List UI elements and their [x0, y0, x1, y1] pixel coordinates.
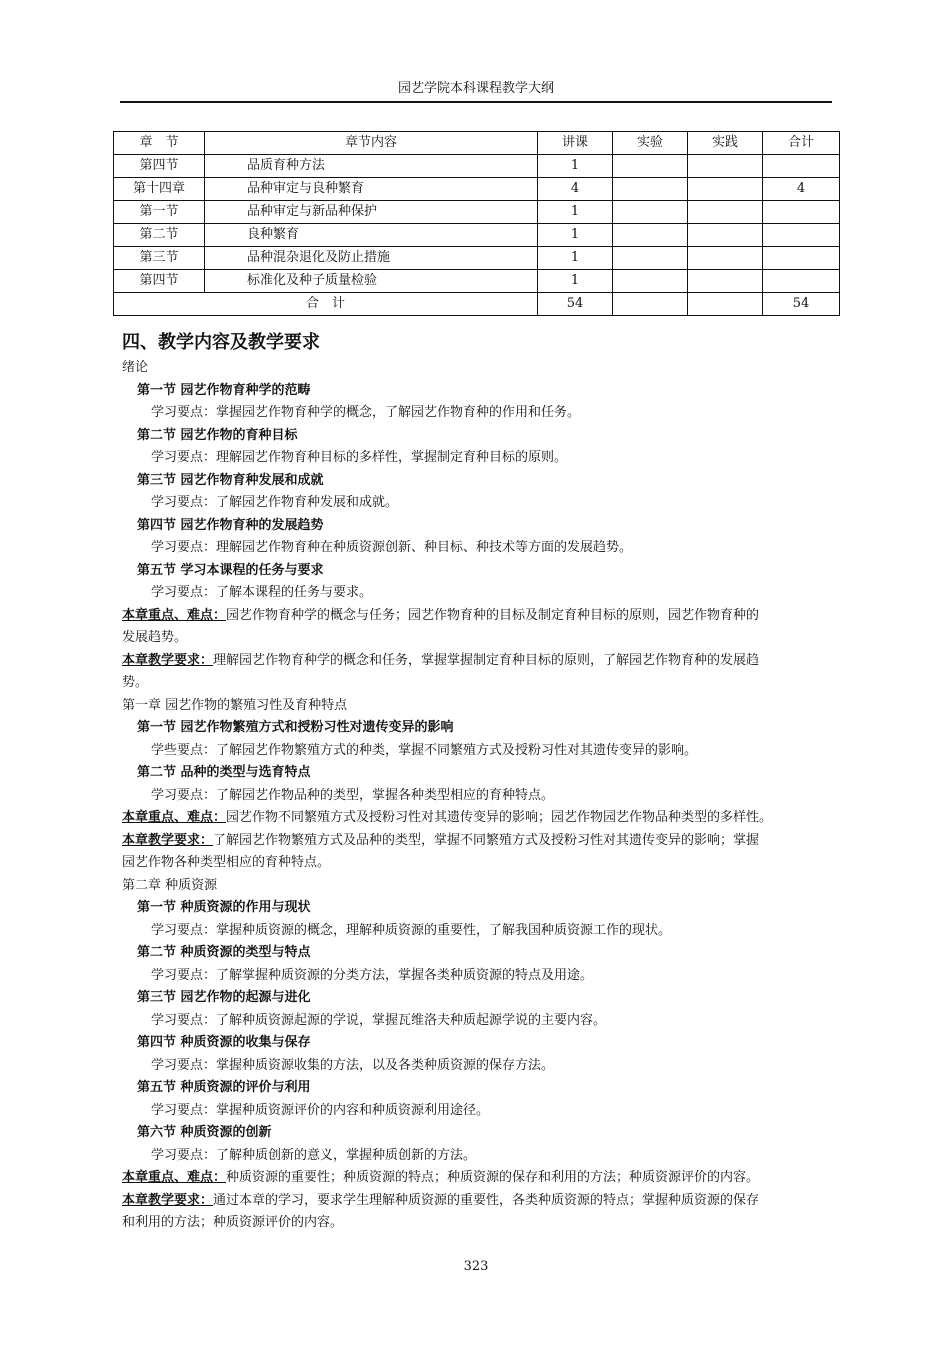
- cell-total-lecture: 54: [538, 293, 613, 316]
- cell-practice: [688, 201, 763, 224]
- section-heading: 第二节 种质资源的类型与特点: [137, 945, 311, 960]
- requirements-line: [122, 830, 832, 853]
- section-heading: 第一节 种质资源的作用与现状: [137, 900, 311, 915]
- cell-experiment: [613, 270, 688, 293]
- cell-content: 品种审定与新品种保护: [205, 201, 538, 224]
- col-header: 实践: [688, 132, 763, 155]
- section-heading: 第四节 种质资源的收集与保存: [137, 1035, 311, 1050]
- syllabus-content: [122, 329, 832, 1235]
- section-heading: 第四节 园艺作物育种的发展趋势: [137, 517, 324, 533]
- section-title: 四、教学内容及教学要求: [122, 332, 320, 353]
- cell-lecture: 4: [538, 178, 613, 201]
- learning-point: 学习要点：了解本课程的任务与要求。: [151, 585, 373, 600]
- section-heading: 第二节 园艺作物的育种目标: [137, 427, 298, 443]
- cell-lecture: 1: [538, 155, 613, 178]
- cell-sum: 4: [763, 178, 840, 201]
- table-row: [114, 224, 840, 247]
- col-header: 讲课: [538, 132, 613, 155]
- requirements-line: [122, 1190, 832, 1213]
- table-row: [114, 201, 840, 224]
- requirements-line: 和利用的方法；种质资源评价的内容。: [122, 1215, 344, 1230]
- header-rule: [120, 101, 832, 103]
- cell-sum: [763, 201, 840, 224]
- requirements-label: 本章教学要求：: [122, 652, 214, 668]
- section-heading: 第一节 园艺作物育种学的范畴: [137, 382, 311, 398]
- requirements-label: 本章教学要求：: [122, 832, 214, 848]
- cell-content: 品种审定与良种繁育: [205, 178, 538, 201]
- learning-point: 学习要点：理解园艺作物育种目标的多样性，掌握制定育种目标的原则。: [151, 450, 568, 465]
- cell-lecture: 1: [538, 270, 613, 293]
- cell-experiment: [613, 155, 688, 178]
- cell-lecture: 1: [538, 201, 613, 224]
- learning-point: 学习要点：理解园艺作物育种在种质资源创新、种目标、种技术等方面的发展趋势。: [151, 540, 633, 555]
- key-points-line: [122, 605, 832, 628]
- section-heading: 第五节 学习本课程的任务与要求: [137, 562, 324, 578]
- chapter-title: 第二章 种质资源: [122, 877, 218, 893]
- cell-experiment: [613, 201, 688, 224]
- section-heading: 第五节 种质资源的评价与利用: [137, 1080, 311, 1095]
- learning-point: 学些要点：了解园艺作物繁殖方式的种类，掌握不同繁殖方式及授粉习性对其遗传变异的影响。: [151, 742, 698, 758]
- col-header: 章节内容: [205, 132, 538, 155]
- requirements-text: 理解园艺作物育种学的概念和任务，掌握掌握制定育种目标的原则，了解园艺作物育种的发展趋: [213, 652, 760, 668]
- section-heading: 第三节 园艺作物育种发展和成就: [137, 472, 324, 488]
- cell-total-label: 合 计: [114, 293, 538, 316]
- key-points-label: 本章重点、难点：: [122, 1170, 227, 1185]
- key-points-text: 园艺作物育种学的概念与任务；园艺作物育种的目标及制定育种目标的原则，园艺作物育种的: [226, 607, 760, 623]
- key-points-label: 本章重点、难点：: [122, 810, 227, 825]
- cell-content: 品质育种方法: [205, 155, 538, 178]
- learning-point: 学习要点：掌握园艺作物育种学的概念，了解园艺作物育种的作用和任务。: [151, 405, 581, 420]
- key-points-line: 发展趋势。: [122, 630, 188, 645]
- learning-point: 学习要点：掌握种质资源收集的方法，以及各类种质资源的保存方法。: [151, 1057, 555, 1073]
- cell-chapter: 第一节: [114, 201, 205, 224]
- table-row: [114, 155, 840, 178]
- cell-experiment: [613, 178, 688, 201]
- hours-table: [113, 131, 840, 316]
- learning-point: 学习要点：了解种质资源起源的学说，掌握瓦维洛夫种质起源学说的主要内容。: [151, 1012, 607, 1028]
- page-number: 323: [463, 1259, 489, 1274]
- cell-content: 良种繁育: [205, 224, 538, 247]
- cell-experiment: [613, 224, 688, 247]
- cell-practice: [688, 247, 763, 270]
- cell-experiment: [613, 247, 688, 270]
- cell-chapter: 第十四章: [114, 178, 205, 201]
- key-points-line: [122, 807, 832, 830]
- chapter-title: 绪论: [122, 360, 149, 375]
- key-points-label: 本章重点、难点：: [122, 607, 227, 623]
- cell-total-sum: 54: [763, 293, 840, 316]
- cell-practice: [688, 155, 763, 178]
- cell-chapter: 第三节: [114, 247, 205, 270]
- cell-lecture: 1: [538, 224, 613, 247]
- cell-chapter: 第四节: [114, 270, 205, 293]
- chapter-title: 第一章 园艺作物的繁殖习性及育种特点: [122, 697, 348, 713]
- cell-content: 品种混杂退化及防止措施: [205, 247, 538, 270]
- section-heading: 第三节 园艺作物的起源与进化: [137, 990, 311, 1005]
- table-row: [114, 178, 840, 201]
- cell-lecture: 1: [538, 247, 613, 270]
- requirements-text: 了解园艺作物繁殖方式及品种的类型，掌握不同繁殖方式及授粉习性对其遗传变异的影响；掌握: [213, 832, 760, 848]
- table-row: [114, 270, 840, 293]
- cell-sum: [763, 247, 840, 270]
- learning-point: 学习要点：了解种质创新的意义，掌握种质创新的方法。: [151, 1147, 477, 1163]
- section-heading: 第一节 园艺作物繁殖方式和授粉习性对遗传变异的影响: [137, 720, 454, 735]
- cell-total-experiment: [613, 293, 688, 316]
- learning-point: 学习要点：了解园艺作物品种的类型，掌握各种类型相应的育种特点。: [151, 787, 555, 803]
- learning-point: 学习要点：掌握种质资源的概念，理解种质资源的重要性，了解我国种质资源工作的现状。: [151, 922, 672, 938]
- cell-sum: [763, 224, 840, 247]
- requirements-label: 本章教学要求：: [122, 1192, 214, 1208]
- requirements-line: 势。: [122, 675, 149, 690]
- table-row: [114, 247, 840, 270]
- key-points-text: 园艺作物不同繁殖方式及授粉习性对其遗传变异的影响；园艺作物园艺作物品种类型的多样性。: [226, 810, 773, 825]
- requirements-line: [122, 650, 832, 673]
- cell-total-practice: [688, 293, 763, 316]
- table-total-row: [114, 293, 840, 316]
- section-heading: 第六节 种质资源的创新: [137, 1125, 272, 1140]
- cell-content: 标准化及种子质量检验: [205, 270, 538, 293]
- running-header: 园艺学院本科课程教学大纲: [397, 81, 554, 96]
- cell-practice: [688, 224, 763, 247]
- cell-sum: [763, 155, 840, 178]
- table-header-row: [114, 132, 840, 155]
- col-header: 实验: [613, 132, 688, 155]
- section-heading: 第二节 品种的类型与选育特点: [137, 765, 311, 780]
- col-header: 章 节: [114, 132, 205, 155]
- key-points-text: 种质资源的重要性；种质资源的特点；种质资源的保存和利用的方法；种质资源评价的内容。: [226, 1170, 760, 1185]
- requirements-line: 园艺作物各种类型相应的育种特点。: [122, 855, 331, 870]
- col-header: 合计: [763, 132, 840, 155]
- cell-chapter: 第二节: [114, 224, 205, 247]
- learning-point: 学习要点：了解园艺作物育种发展和成就。: [151, 495, 399, 510]
- learning-point: 学习要点：了解掌握种质资源的分类方法，掌握各类种质资源的特点及用途。: [151, 967, 594, 983]
- cell-sum: [763, 270, 840, 293]
- cell-chapter: 第四节: [114, 155, 205, 178]
- cell-practice: [688, 270, 763, 293]
- cell-practice: [688, 178, 763, 201]
- requirements-text: 通过本章的学习，要求学生理解种质资源的重要性，各类种质资源的特点；掌握种质资源的保存: [213, 1192, 760, 1208]
- learning-point: 学习要点：掌握种质资源评价的内容和种质资源利用途径。: [151, 1102, 490, 1118]
- key-points-line: [122, 1167, 832, 1190]
